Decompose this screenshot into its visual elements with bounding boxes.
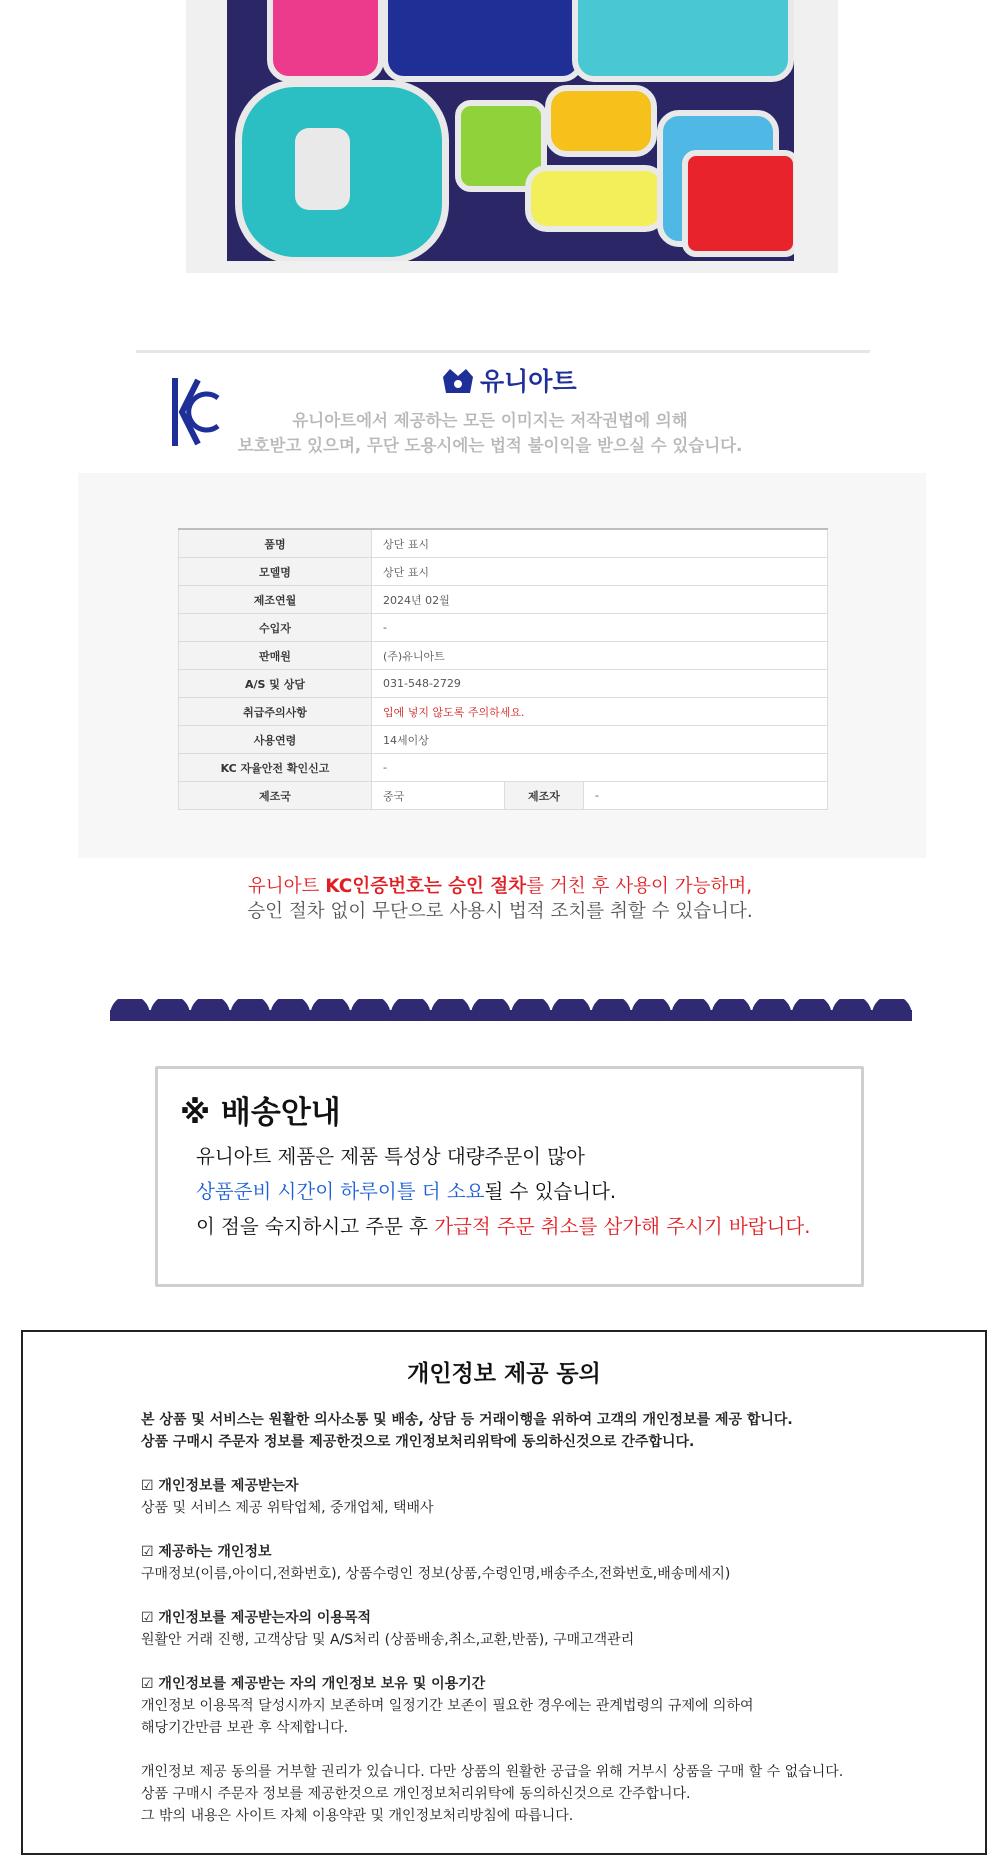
kc-divider xyxy=(136,350,870,353)
band-scallop xyxy=(150,999,190,1021)
kc-certification-warning xyxy=(180,874,820,924)
privacy-intro-line: 상품 구매시 주문자 정보를 제공한것으로 개인정보처리위탁에 동의하신것으로 간주합니다. xyxy=(141,1434,695,1450)
spec-label: 취급주의사항 xyxy=(179,698,372,726)
copyright-line-2: 보호받고 있으며, 무단 도용시에는 법적 불이익을 받으실 수 있습니다. xyxy=(237,436,743,455)
copyright-line-1: 유니아트에서 제공하는 모든 이미지는 저작권법에 의해 xyxy=(292,411,688,430)
band-scallop xyxy=(230,999,270,1021)
privacy-section-heading: ☑ 개인정보를 제공받는자 xyxy=(141,1478,299,1494)
table-row xyxy=(179,698,828,726)
band-scallop xyxy=(351,999,391,1021)
spec-value: - xyxy=(584,782,828,810)
spec-value: 상단 표시 xyxy=(372,558,828,586)
band-scallop xyxy=(110,999,150,1021)
kc-mark-logo xyxy=(172,374,222,454)
band-base xyxy=(110,1010,912,1021)
privacy-content xyxy=(141,1409,961,1827)
table-row xyxy=(179,586,828,614)
brand-logo xyxy=(440,362,577,398)
privacy-section-line: 원활안 거래 진행, 고객상담 및 A/S처리 (상품배송,취소,교환,반품), 구매고객관리 xyxy=(141,1632,635,1648)
spec-value: 상단 표시 xyxy=(372,529,828,558)
kc-warning-line-1 xyxy=(180,874,820,899)
spec-label: 수입자 xyxy=(179,614,372,642)
table-row xyxy=(179,614,828,642)
spec-label: KC 자율안전 확인신고 xyxy=(179,754,372,782)
shipping-line-3 xyxy=(196,1209,810,1244)
privacy-section-heading: ☑ 제공하는 개인정보 xyxy=(141,1544,272,1560)
band-scallop xyxy=(431,999,471,1021)
privacy-section xyxy=(141,1607,961,1651)
spec-value: 2024년 02월 xyxy=(372,586,828,614)
privacy-section-line: 해당기간만큼 보관 후 삭제합니다. xyxy=(141,1720,349,1736)
privacy-section xyxy=(141,1475,961,1519)
band-scallop xyxy=(832,999,872,1021)
band-scallop xyxy=(752,999,792,1021)
shipping-title: ※ 배송안내 xyxy=(180,1095,341,1131)
spec-label: 제조자 xyxy=(505,782,584,810)
table-row xyxy=(179,754,828,782)
kc-warning-text: 유니아트 xyxy=(247,876,326,897)
band-scallop xyxy=(391,999,431,1021)
privacy-section-line: 상품 및 서비스 제공 위탁업체, 중개업체, 택배사 xyxy=(141,1500,434,1516)
privacy-section xyxy=(141,1541,961,1585)
table-row xyxy=(179,670,828,698)
band-scallop xyxy=(792,999,832,1021)
privacy-section-line: 구매정보(이름,아이디,전화번호), 상품수령인 정보(상품,수령인명,배송주소,전화번호,배송메세지) xyxy=(141,1566,731,1582)
kc-warning-text: 를 거친 후 사용이 가능하며, xyxy=(526,876,753,897)
spec-label: 판매원 xyxy=(179,642,372,670)
spec-value: 중국 xyxy=(372,782,505,810)
shipping-warning: 가급적 주문 취소를 삼가해 주시기 바랍니다. xyxy=(434,1215,811,1238)
kc-warning-emphasis: KC인증번호는 승인 절차 xyxy=(325,876,527,897)
band-scallop xyxy=(591,999,631,1021)
band-scallop xyxy=(270,999,310,1021)
privacy-closing-line: 상품 구매시 주문자 정보를 제공한것으로 개인정보처리위탁에 동의하신것으로 간주합니다. xyxy=(141,1786,691,1802)
privacy-title: 개인정보 제공 동의 xyxy=(407,1361,601,1387)
shipping-body xyxy=(196,1139,810,1244)
shipping-text: 이 점을 숙지하시고 주문 후 xyxy=(196,1215,435,1238)
privacy-closing-line: 그 밖의 내용은 사이트 자체 이용약관 및 개인정보처리방침에 따릅니다. xyxy=(141,1808,574,1824)
shipping-line-2 xyxy=(196,1174,810,1209)
privacy-section-heading: ☑ 개인정보를 제공받는자의 이용목적 xyxy=(141,1610,372,1626)
shipping-line-1: 유니아트 제품은 제품 특성상 대량주문이 많아 xyxy=(196,1145,585,1168)
band-scallop xyxy=(511,999,551,1021)
privacy-closing-line: 개인정보 제공 동의를 거부할 권리가 있습니다. 다만 상품의 원활한 공급을 위해 거부시 상품을 구매 할 수 없습니다. xyxy=(141,1764,844,1780)
table-row xyxy=(179,782,828,810)
spec-label: 품명 xyxy=(179,529,372,558)
band-scallop xyxy=(471,999,511,1021)
crown-icon xyxy=(440,365,476,395)
spec-label: 사용연령 xyxy=(179,726,372,754)
spec-label: 모델명 xyxy=(179,558,372,586)
spec-value: 14세이상 xyxy=(372,726,828,754)
band-scallop xyxy=(671,999,711,1021)
band-scallop xyxy=(872,999,912,1021)
product-spec-table xyxy=(178,528,828,810)
shipping-emphasis: 상품준비 시간이 하루이틀 더 소요 xyxy=(196,1180,485,1203)
shipping-text: 될 수 있습니다. xyxy=(484,1180,617,1203)
band-scallop xyxy=(631,999,671,1021)
privacy-intro-line: 본 상품 및 서비스는 원활한 의사소통 및 배송, 상담 등 거래이행을 위하여 고객의 개인정보를 제공 합니다. xyxy=(141,1412,793,1428)
table-row xyxy=(179,642,828,670)
privacy-section xyxy=(141,1673,961,1739)
spec-value: - xyxy=(372,754,828,782)
spec-value: - xyxy=(372,614,828,642)
brand-name: 유니아트 xyxy=(480,368,577,396)
band-scallop xyxy=(311,999,351,1021)
privacy-consent-box xyxy=(21,1330,987,1855)
spec-value: (주)유니아트 xyxy=(372,642,828,670)
spec-label: 제조연월 xyxy=(179,586,372,614)
table-row xyxy=(179,558,828,586)
copyright-notice xyxy=(230,408,750,458)
spec-label: A/S 및 상담 xyxy=(179,670,372,698)
shipping-notice-box xyxy=(155,1066,864,1287)
privacy-section-line: 개인정보 이용목적 달성시까지 보존하며 일정기간 보존이 필요한 경우에는 관계법령의 규제에 의하여 xyxy=(141,1698,754,1714)
spec-value: 입에 넣지 않도록 주의하세요. xyxy=(372,698,828,726)
table-row xyxy=(179,726,828,754)
band-scallop xyxy=(712,999,752,1021)
spec-label: 제조국 xyxy=(179,782,372,810)
band-scallop xyxy=(551,999,591,1021)
spec-value: 031-548-2729 xyxy=(372,670,828,698)
privacy-section-heading: ☑ 개인정보를 제공받는 자의 개인정보 보유 및 이용기간 xyxy=(141,1676,486,1692)
band-scallop xyxy=(190,999,230,1021)
scalloped-divider xyxy=(110,999,912,1021)
kc-warning-line-2: 승인 절차 없이 무단으로 사용시 법적 조치를 취할 수 있습니다. xyxy=(247,901,753,922)
table-row xyxy=(179,529,828,558)
product-photo xyxy=(227,0,794,261)
